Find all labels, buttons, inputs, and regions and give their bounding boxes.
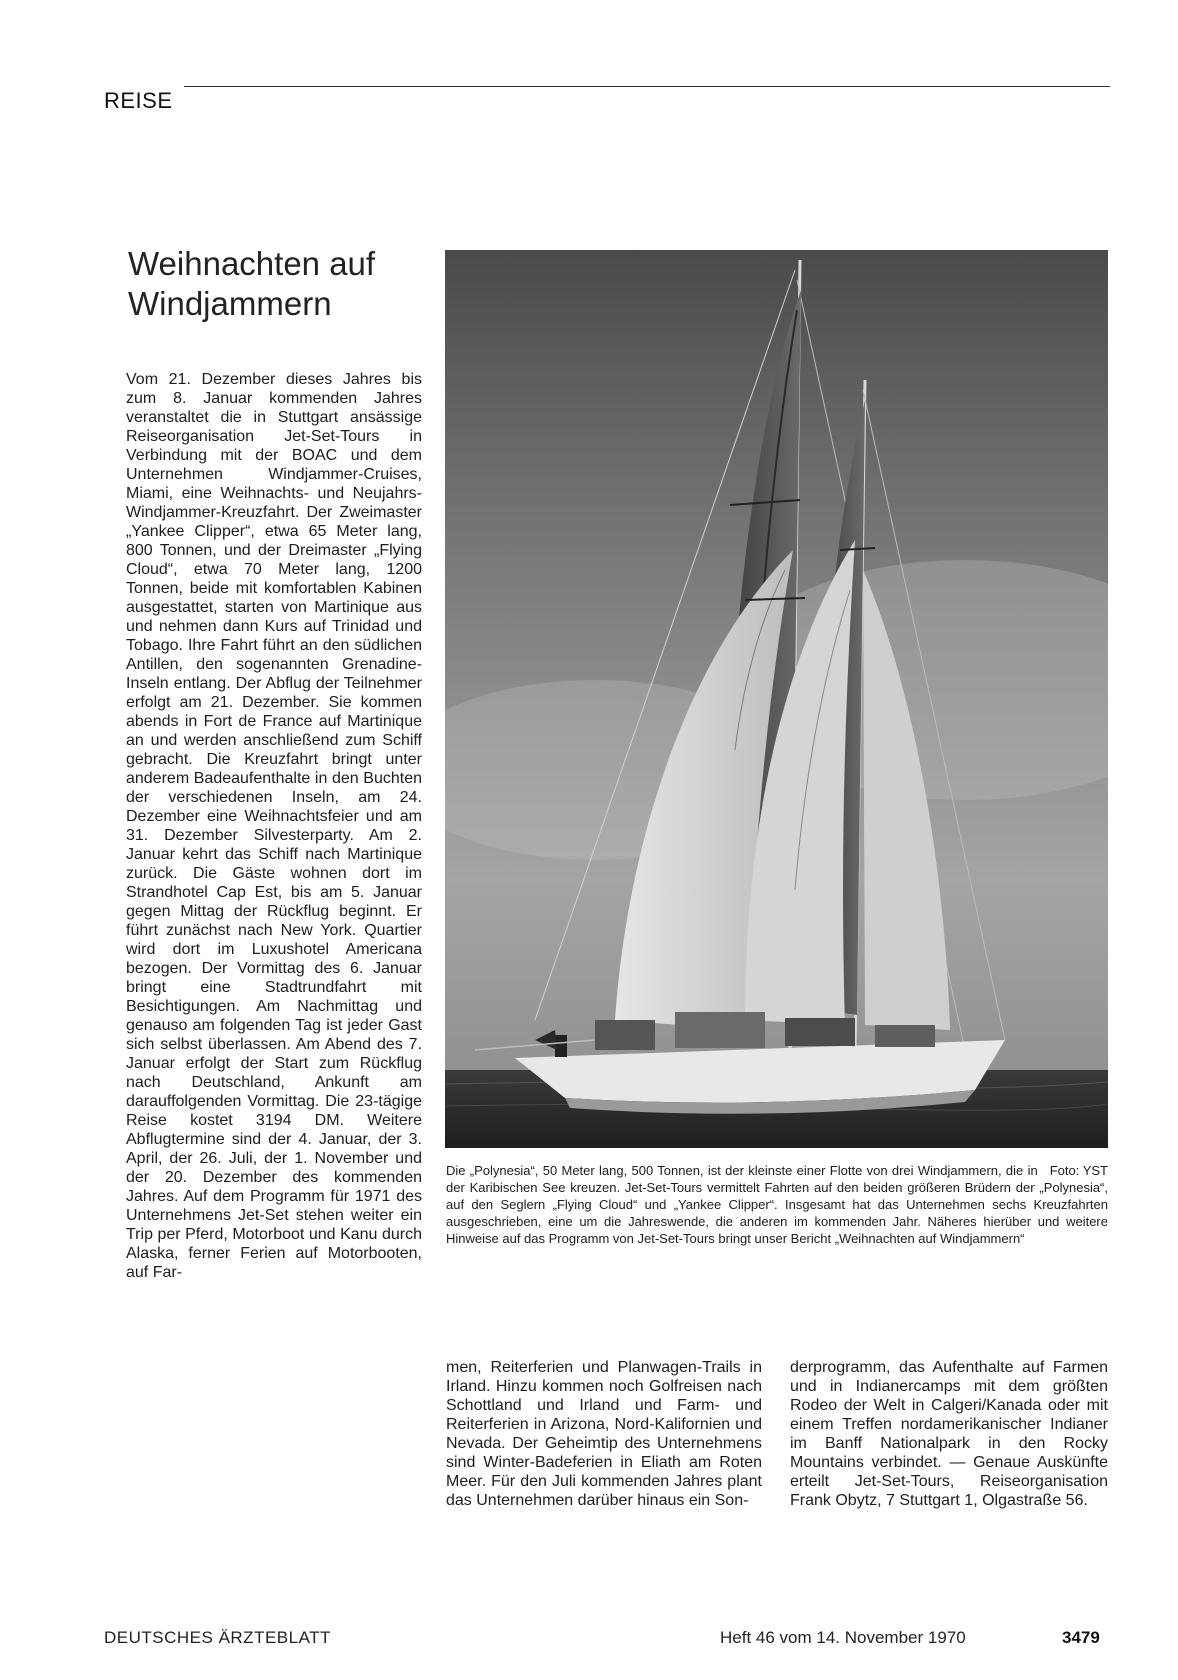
section-label: REISE — [104, 88, 173, 113]
article-column-3: derprogramm, das Aufenthalte auf Farmen und in Indianercamps mit dem größten Rodeo der Welt in Calgeri/Kanada oder mit einem Treffen nordamerikanischer Indianer im Banff Nationalpark in den Rocky Mountains verbindet. — Genaue Auskünfte erteilt Jet-Set-Tours, Reiseorganisation Frank Obytz, 7 Stuttgart 1, Olgastraße 56. — [790, 1359, 1108, 1509]
schooner-illustration — [445, 250, 1108, 1148]
article-title: Weihnachten auf Windjammern — [128, 245, 376, 322]
article-column-2: men, Reiterferien und Planwagen-Trails in Irland. Hinzu kommen noch Golfreisen nach Schottland und Irland und Farm- und Reiterferien in Arizona, Nord-Kalifornien und Nevada. Der Geheimtip des Unternehmens sind Winter-Badeferien in Eliath am Roten Meer. Für den Juli kommenden Jahres plant das Unternehmen darüber hinaus ein Son- — [446, 1359, 762, 1509]
photo-caption-text: Die „Polynesia“, 50 Meter lang, 500 Tonnen, ist der kleinste einer Flotte von drei Windjammern, die in der Karibischen See kreuzen. Jet-Set-Tours vermittelt Fahrten auf den beiden größeren Brüdern der „Polynesia“, auf den Seglern „Flying Cloud“ und „Yankee Clipper“. Insgesamt hat das Unternehmen sechs Kreuzfahrten ausgeschrieben, eine um die Jahreswende, die anderen im kommenden Jahr. Näheres hierüber und weitere Hinweise auf das Programm von Jet-Set-Tours bringt unser Bericht „Weihnachten auf Windjammern“ — [446, 1163, 1108, 1246]
article-column-1: Vom 21. Dezember dieses Jahres bis zum 8. Januar kommenden Jahres veranstaltet die in Stuttgart ansässige Reiseorganisation Jet-Set-Tours in Verbindung mit der BOAC und dem Unternehmen Windjammer-Cruises, Miami, eine Weihnachts- und Neujahrs-Windjammer-Kreuzfahrt. Der Zweimaster „Yankee Clipper“, etwa 65 Meter lang, 800 Tonnen, und der Dreimaster „Flying Cloud“, etwa 70 Meter lang, 1200 Tonnen, beide mit komfortablen Kabinen ausgestattet, starten von Martinique aus und nehmen dann Kurs auf Trinidad und Tobago. Ihre Fahrt führt an den südlichen Antillen, den sogenannten Grenadine-Inseln entlang. Der Abflug der Teilnehmer erfolgt am 21. Dezember. Sie kommen abends in Fort de France auf Martinique an und werden anschließend zum Schiff gebracht. Die Kreuzfahrt bringt unter anderem Badeaufenthalte in den Buchten der verschiedenen Inseln, am 24. Dezember eine Weihnachtsfeier und am 31. Dezember Silvesterparty. Am 2. Januar kehrt das Schiff nach Martinique zurück. Die Gäste wohnen dort im Strandhotel Cap Est, bis am 5. Januar gegen Mittag der Rückflug beginnt. Er führt zunächst nach New York. Quartier wird dort im Luxushotel Americana bezogen. Der Vormittag des 6. Januar bringt eine Stadtrundfahrt mit Besichtigungen. Am Nachmittag und genauso am folgenden Tag ist jeder Gast sich selbst überlassen. Am Abend des 7. Januar erfolgt der Start zum Rückflug nach Deutschland, Ankunft am darauffolgenden Vormittag. Die 23-tägige Reise kostet 3194 DM. Weitere Abflugtermine sind der 4. Januar, der 3. April, der 26. Juli, der 1. November und der 20. Dezember des kommenden Jahres. Auf dem Programm für 1971 des Unternehmens Jet-Set stehen weiter ein Trip per Pferd, Motorboot und Kanu durch Alaska, ferner Ferien auf Motorbooten, auf Far- — [126, 371, 422, 1281]
sailing-ship-photo — [445, 250, 1108, 1148]
issue-info: Heft 46 vom 14. November 1970 — [720, 1628, 966, 1647]
photo-caption — [446, 1162, 1108, 1247]
page-number: 3479 — [1062, 1628, 1100, 1647]
journal-name: DEUTSCHES ÄRZTEBLATT — [104, 1628, 331, 1647]
photo-credit: Foto: YST — [1049, 1163, 1108, 1178]
section-rule — [184, 86, 1110, 87]
